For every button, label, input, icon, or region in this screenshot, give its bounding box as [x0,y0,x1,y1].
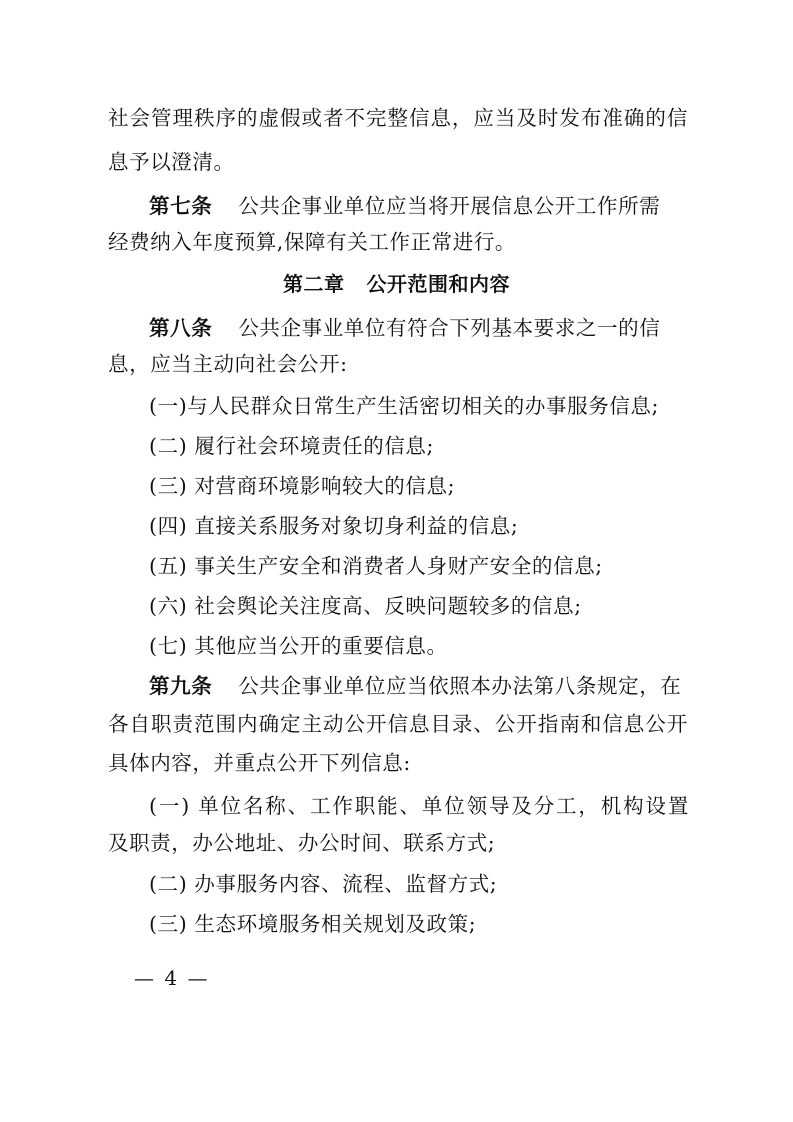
chapter-title: 公开范围和内容 [366,272,510,296]
article-9-heading: 第九条 [149,674,213,698]
article-9-line-2: 各自职责范围内确定主动公开信息目录、公开指南和信息公开 [108,712,688,736]
article-8-line-1 [149,316,689,340]
body-text-line: 息予以澄清。 [108,150,235,174]
article-8-text: 公共企事业单位有符合下列基本要求之一的信 [238,316,661,340]
article-7-line-1 [149,194,689,218]
article-7-heading: 第七条 [149,194,213,218]
chapter-number: 第二章 [283,272,345,296]
list-item: (三) 对营商环境影响较大的信息; [149,474,456,498]
list-item: (三) 生态环境服务相关规划及政策; [149,912,477,936]
article-9-line-3: 具体内容，并重点公开下列信息: [108,751,411,775]
article-9-text: 公共企事业单位应当依照本办法第八条规定，在 [238,674,682,698]
list-item: (二) 办事服务内容、流程、监督方式; [149,872,498,896]
list-item: (五) 事关生产安全和消费者人身财产安全的信息; [149,554,603,578]
article-8-line-2: 息，应当主动向社会公开: [108,352,348,376]
list-item: (四) 直接关系服务对象切身利益的信息; [149,514,519,538]
article-8-heading: 第八条 [149,316,213,340]
page-number: — 4 — [134,966,210,990]
list-item-continuation: 及职责，办公地址、办公时间、联系方式; [108,831,496,855]
list-item: (七) 其他应当公开的重要信息。 [149,634,448,658]
article-7-text: 公共企事业单位应当将开展信息公开工作所需 [238,194,661,218]
list-item: (一) 单位名称、工作职能、单位领导及分工，机构设置 [149,794,689,818]
list-item: (六) 社会舆论关注度高、反映问题较多的信息; [149,594,582,618]
list-item: (二) 履行社会环境责任的信息; [149,434,435,458]
body-text-line: 社会管理秩序的虚假或者不完整信息，应当及时发布准确的信 [108,106,688,130]
article-7-line-2: 经费纳入年度预算,保障有关工作正常进行。 [108,230,517,254]
article-9-line-1 [149,674,689,698]
list-item: (一)与人民群众日常生产生活密切相关的办事服务信息; [149,394,660,418]
chapter-heading [0,272,793,296]
